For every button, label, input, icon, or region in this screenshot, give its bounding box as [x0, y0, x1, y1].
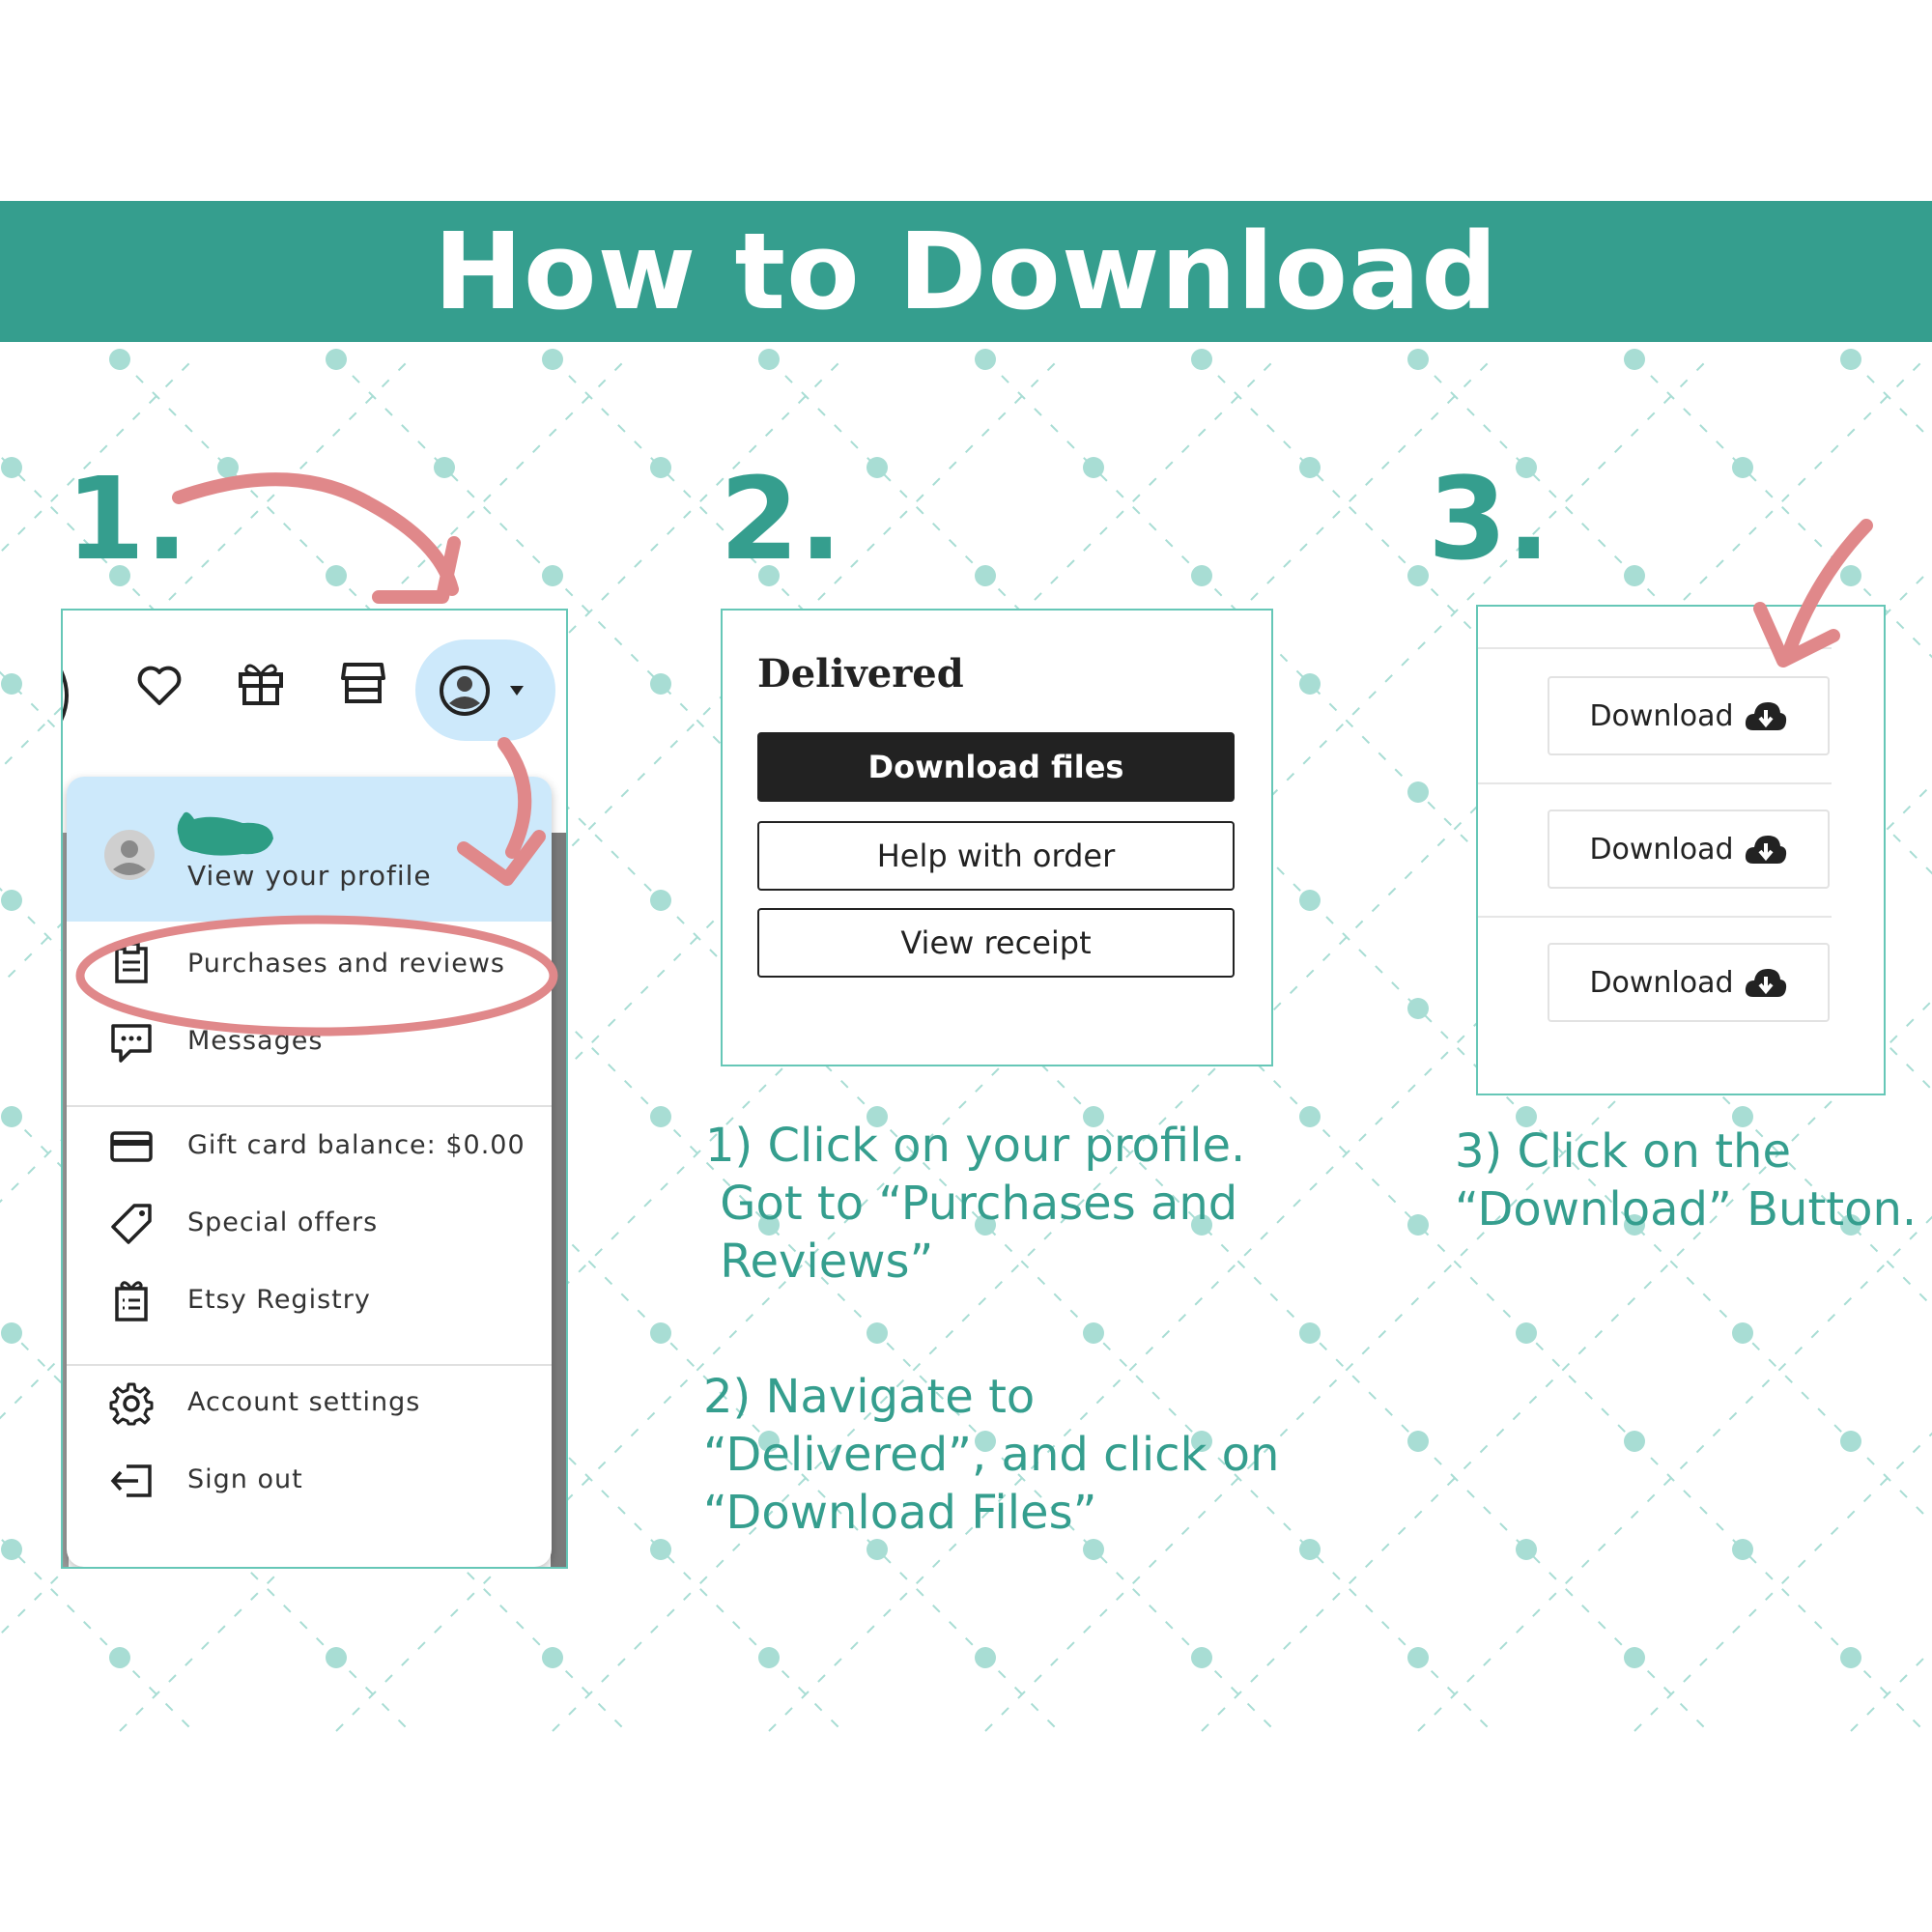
pattern-dot	[1732, 1322, 1753, 1344]
caret-down-icon	[508, 684, 526, 697]
pattern-dot	[1407, 1431, 1429, 1452]
view-receipt-button[interactable]: View receipt	[757, 908, 1235, 978]
instruction-line: Reviews”	[705, 1235, 934, 1289]
instruction-line: 2) Navigate to	[703, 1370, 1036, 1424]
pattern-dot	[1840, 349, 1861, 370]
download-button-label: Download	[1589, 698, 1734, 733]
row-divider	[1478, 916, 1832, 918]
pattern-dot	[1299, 457, 1321, 478]
menu-item-special-offers[interactable]: Special offers	[187, 1208, 379, 1237]
step-number-1: 1.	[66, 452, 188, 585]
message-icon	[109, 1020, 154, 1065]
instruction-line: “Download” Button.	[1455, 1182, 1918, 1236]
pattern-dot	[326, 349, 347, 370]
pattern-dot	[1299, 673, 1321, 695]
pattern-dot	[1191, 565, 1212, 586]
heart-icon[interactable]	[134, 661, 185, 711]
header-band	[0, 201, 1932, 342]
pattern-dot	[650, 890, 671, 911]
instruction-line: Got to “Purchases and	[705, 1177, 1238, 1231]
pattern-dot	[1191, 1647, 1212, 1668]
partial-icon	[61, 667, 72, 724]
pattern-dot	[867, 1539, 888, 1560]
instruction-line: 3) Click on the	[1455, 1124, 1791, 1179]
cloud-download-icon	[1744, 966, 1788, 999]
pattern-dot	[1, 890, 22, 911]
view-profile-link[interactable]: View your profile	[187, 860, 432, 892]
profile-dropdown-menu	[67, 777, 552, 1567]
cloud-download-icon	[1744, 699, 1788, 732]
credit-card-icon	[109, 1124, 154, 1169]
pattern-dot	[1, 457, 22, 478]
pattern-dot	[1624, 349, 1645, 370]
order-status-heading: Delivered	[757, 651, 964, 696]
top-navigation-bar	[63, 611, 566, 775]
download-button[interactable]	[1548, 943, 1830, 1022]
pattern-dot	[1516, 1322, 1537, 1344]
download-button-label: Download	[1589, 965, 1734, 1000]
pattern-dot	[867, 1322, 888, 1344]
download-button[interactable]	[1548, 676, 1830, 755]
pattern-dot	[1083, 1539, 1104, 1560]
download-files-button[interactable]: Download files	[757, 732, 1235, 802]
pattern-dot	[1624, 565, 1645, 586]
page-title: How to Download	[433, 210, 1499, 333]
pattern-dot	[434, 457, 455, 478]
instruction-line: “Download Files”	[703, 1486, 1097, 1540]
clipboard-icon	[109, 941, 154, 985]
pattern-dot	[1624, 1647, 1645, 1668]
pattern-dot	[1407, 998, 1429, 1019]
step-number-2: 2.	[720, 452, 842, 585]
pattern-dot	[1083, 1322, 1104, 1344]
profile-menu-screenshot	[61, 609, 568, 1569]
pattern-dot	[1299, 1322, 1321, 1344]
download-button[interactable]	[1548, 810, 1830, 889]
pattern-dot	[326, 565, 347, 586]
pattern-dot	[975, 565, 996, 586]
instruction-line: 1) Click on your profile.	[705, 1119, 1246, 1173]
pattern-dot	[1299, 1539, 1321, 1560]
pattern-dot	[975, 349, 996, 370]
account-menu-button[interactable]	[415, 639, 555, 741]
pattern-dot	[1, 1539, 22, 1560]
row-divider	[1478, 647, 1832, 649]
row-divider	[1478, 782, 1832, 784]
profile-avatar-icon	[103, 829, 156, 881]
pattern-dot	[1840, 1431, 1861, 1452]
pattern-dot	[1407, 349, 1429, 370]
gear-icon	[109, 1381, 154, 1426]
step-number-3: 3.	[1428, 452, 1550, 585]
pattern-dot	[1732, 457, 1753, 478]
help-with-order-button[interactable]: Help with order	[757, 821, 1235, 891]
registry-icon	[109, 1279, 154, 1323]
pattern-dot	[542, 349, 563, 370]
pattern-dot	[650, 1539, 671, 1560]
pattern-dot	[1407, 1647, 1429, 1668]
pattern-dot	[975, 1647, 996, 1668]
pattern-dot	[1083, 457, 1104, 478]
shop-icon[interactable]	[337, 657, 389, 709]
order-actions-screenshot	[721, 609, 1273, 1066]
instruction-line: “Delivered”, and click on	[703, 1428, 1280, 1482]
menu-item-etsy-registry[interactable]: Etsy Registry	[187, 1285, 371, 1315]
pattern-dot	[109, 349, 130, 370]
pattern-dot	[1299, 890, 1321, 911]
menu-divider	[67, 1364, 552, 1366]
pattern-dot	[650, 673, 671, 695]
redacted-name-mark	[175, 806, 281, 864]
pattern-dot	[650, 1322, 671, 1344]
menu-item-messages[interactable]: Messages	[187, 1026, 324, 1056]
menu-item-sign-out[interactable]: Sign out	[187, 1464, 303, 1494]
pattern-dot	[1407, 565, 1429, 586]
pattern-dot	[650, 457, 671, 478]
pattern-dot	[217, 457, 239, 478]
pattern-dot	[1840, 565, 1861, 586]
pattern-dot	[1191, 349, 1212, 370]
pattern-dot	[542, 565, 563, 586]
pattern-dot	[650, 1106, 671, 1127]
pattern-dot	[1732, 1539, 1753, 1560]
pattern-dot	[1299, 1106, 1321, 1127]
pattern-dot	[109, 1647, 130, 1668]
download-buttons-screenshot	[1476, 605, 1886, 1095]
pattern-dot	[1840, 1647, 1861, 1668]
pattern-dot	[758, 349, 780, 370]
pattern-dot	[1516, 1539, 1537, 1560]
pattern-dot	[1, 1322, 22, 1344]
download-button-label: Download	[1589, 832, 1734, 867]
sign-out-icon	[109, 1459, 154, 1503]
cloud-download-icon	[1744, 833, 1788, 866]
instruction-step-3	[1455, 1122, 1917, 1238]
pattern-dot	[326, 1647, 347, 1668]
pattern-dot	[1407, 781, 1429, 803]
instruction-step-2	[703, 1368, 1279, 1542]
menu-item-gift-card-balance[interactable]: Gift card balance: $0.00	[187, 1130, 526, 1160]
page-background-edge	[551, 833, 568, 1567]
pattern-dot	[1, 1106, 22, 1127]
menu-divider	[67, 1105, 552, 1107]
pattern-dot	[542, 1647, 563, 1668]
avatar-icon	[437, 663, 493, 719]
pattern-dot	[867, 457, 888, 478]
profile-header[interactable]	[67, 777, 552, 922]
tag-icon	[109, 1202, 154, 1246]
menu-item-account-settings[interactable]: Account settings	[187, 1387, 421, 1417]
pattern-dot	[1624, 1431, 1645, 1452]
pattern-dot	[758, 1647, 780, 1668]
instruction-step-1	[705, 1117, 1245, 1291]
menu-item-purchases-and-reviews[interactable]: Purchases and reviews	[187, 949, 505, 979]
gift-icon[interactable]	[235, 657, 287, 709]
pattern-dot	[1, 673, 22, 695]
pattern-dot	[1407, 1214, 1429, 1236]
